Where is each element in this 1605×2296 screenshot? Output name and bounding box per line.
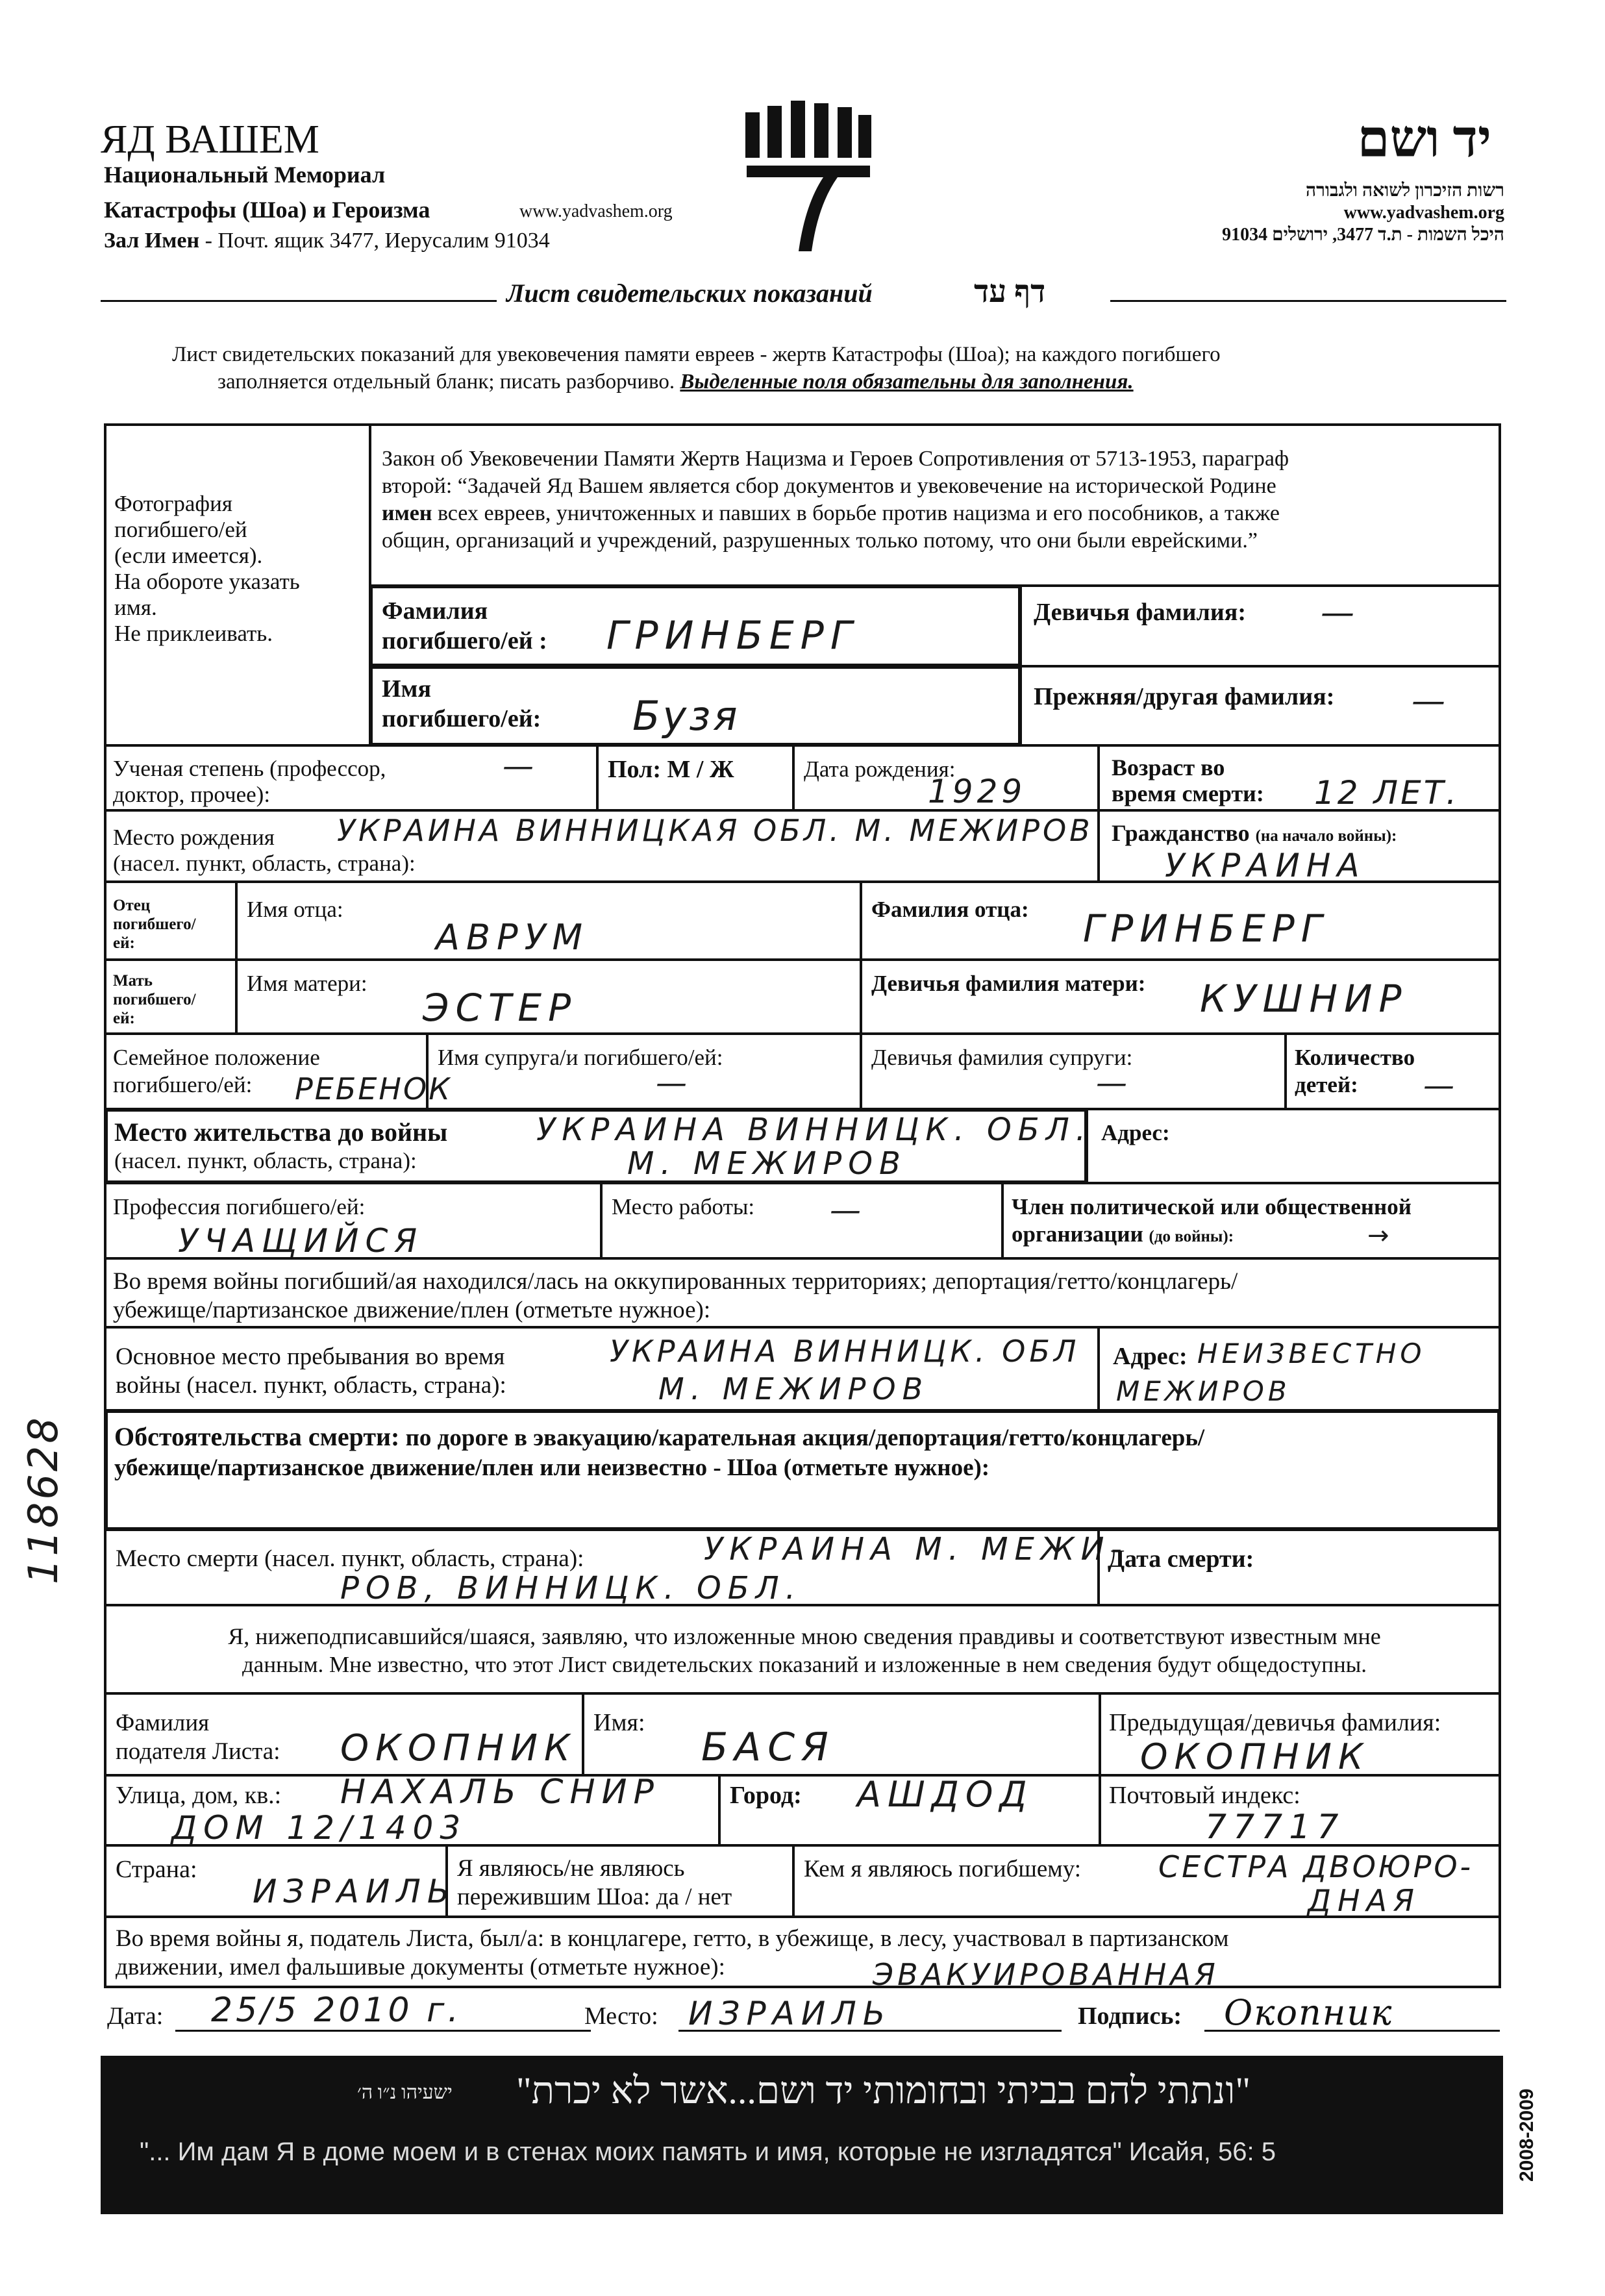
father-name-value: АВРУМ [436, 917, 590, 958]
side-edition-year: 2008-2009 [1516, 2088, 1537, 2182]
header-ru-line2: Катастрофы (Шоа) и Героизма [104, 197, 430, 223]
submitter-wartime-line-1: Во время войны я, податель Листа, был/а: в концлагере, гетто, в убежище, в лесу, участвовал в партизанском [116, 1925, 1229, 1952]
mother-side-label-1: Мать [113, 972, 153, 990]
submitter-city-label: Город: [730, 1782, 802, 1809]
submitter-zip-value: 77717 [1205, 1808, 1345, 1847]
mother-name-value: ЭСТЕР [423, 986, 578, 1030]
main-place-value-2: М. МЕЖИРОВ [658, 1371, 930, 1406]
photo-label-6: Не приклеивать. [114, 621, 273, 646]
mother-side-label-3: ей: [113, 1010, 135, 1027]
children-count-label-1: Количество [1295, 1045, 1415, 1070]
submitter-prev-surname-value: ОКОПНИК [1140, 1736, 1370, 1777]
mother-side-label [104, 958, 238, 1035]
law-line-3-text: всех евреев, уничтоженных и павших в борьбе против нацизма и его пособников, а также [432, 501, 1280, 525]
main-place-address-value-2: МЕЖИРОВ [1116, 1375, 1291, 1407]
marital-status-label-1: Семейное положение [113, 1045, 320, 1070]
marital-status-value: РЕБЕНОК [295, 1071, 452, 1106]
photo-label-5: имя. [114, 595, 157, 620]
father-surname-field[interactable] [860, 880, 1501, 961]
intro-line2-emph: Выделенные поля обязательны для заполнения. [680, 370, 1134, 393]
victim-birthplace-label-2: (насел. пункт, область, страна): [113, 851, 416, 876]
submitter-surname-label-2: подателя Листа: [116, 1738, 280, 1765]
submitter-relation-value-2: ДНАЯ [1308, 1883, 1421, 1918]
victim-citizenship-label-small: (на начало войны): [1255, 827, 1397, 845]
submitter-prev-surname-label: Предыдущая/девичья фамилия: [1109, 1709, 1441, 1736]
submitter-survivor-label-2: пережившим Шоа: да / нет [457, 1884, 732, 1910]
victim-name-value: Бузя [632, 692, 740, 740]
submitter-country-value: ИЗРАИЛЬ [253, 1873, 456, 1910]
death-place-field[interactable] [104, 1529, 1128, 1606]
victim-prev-surname-field[interactable] [1019, 665, 1501, 747]
declaration-box [104, 1604, 1501, 1695]
spouse-name-label: Имя супруга/и погибшего/ей: [438, 1045, 723, 1070]
victim-age-label-2: время смерти: [1112, 780, 1264, 806]
mother-maiden-value: КУШНИР [1200, 977, 1408, 1021]
workplace-field[interactable] [600, 1182, 1004, 1260]
main-place-label-1: Основное место пребывания во время [116, 1343, 505, 1370]
submitter-survivor-label-1: Я являюсь/не являюсь [457, 1855, 685, 1882]
photo-box [104, 423, 371, 747]
victim-age-label-1: Возраст во [1112, 755, 1225, 780]
death-circumstances-label: Обстоятельства смерти: [114, 1422, 400, 1451]
death-circumstances-line-2: убежище/партизанское движение/плен или неизвестно - Шоа (отметьте нужное): [114, 1454, 990, 1481]
sign-signature-value: Окопник [1224, 1992, 1393, 2033]
death-date-field[interactable] [1097, 1529, 1501, 1606]
signature-row [107, 1993, 1503, 2039]
workplace-label: Место работы: [612, 1194, 755, 1219]
footer-ru-quote: "... Им дам Я в доме моем и в стенах моих память и имя, которые не изгладятся" Исайя, 56: 5 [140, 2138, 1276, 2166]
victim-citizenship-field[interactable] [1097, 809, 1501, 883]
victim-age-value: 12 ЛЕТ. [1314, 774, 1460, 812]
sign-date-line [175, 2030, 591, 2032]
membership-field[interactable] [1001, 1182, 1501, 1260]
wartime-location-line-1: Во время войны погибший/ая находился/лась на оккупированных территориях; депортация/гетто/концлагерь/ [113, 1268, 1238, 1295]
residence-label-2: (насел. пункт, область, страна): [114, 1148, 417, 1173]
death-place-value-2: РОВ, ВИННИЦК. ОБЛ. [340, 1570, 802, 1606]
title-rule-left [101, 300, 497, 302]
marital-status-label-2: погибшего/ей: [113, 1072, 253, 1097]
victim-sex-label: Пол: М / Ж [608, 756, 734, 783]
spouse-name-field[interactable] [426, 1032, 862, 1110]
submitter-street-value-1: НАХАЛЬ СНИР [340, 1773, 660, 1812]
victim-prev-surname-label: Прежняя/другая фамилия: [1034, 683, 1335, 710]
victim-citizenship-label-main: Гражданство [1112, 820, 1250, 846]
children-count-field[interactable] [1284, 1032, 1501, 1110]
victim-maiden-label: Девичья фамилия: [1034, 599, 1246, 626]
death-date-label: Дата смерти: [1108, 1545, 1254, 1573]
mother-side-label-2: погибшего/ [113, 991, 196, 1008]
membership-value: → [1367, 1221, 1396, 1251]
header-ru-line3-bold: Зал Имен [104, 229, 200, 253]
header-ru-line1: Национальный Мемориал [104, 162, 386, 188]
membership-label-2 [1012, 1221, 1412, 1248]
father-side-label-1: Отец [113, 897, 151, 914]
victim-dob-label: Дата рождения: [804, 756, 956, 782]
law-line-3-bold: имен [382, 501, 432, 525]
death-circumstances-line-1 [114, 1422, 1204, 1453]
photo-label-3: (если имеется). [114, 543, 263, 568]
victim-degree-field[interactable] [104, 744, 599, 812]
death-circumstances-field[interactable] [104, 1409, 1501, 1531]
submitter-survivor-field[interactable] [445, 1844, 795, 1918]
victim-sex-field[interactable] [596, 744, 795, 812]
submitter-relation-label: Кем я являюсь погибшему: [804, 1856, 1082, 1882]
law-line-4: общин, организаций и учреждений, разрушенных только потому, что они были еврейскими.” [382, 529, 1258, 553]
form-title-he: דף עד [974, 275, 1046, 309]
header-he-line1: רשות הזיכרון לשואה ולגבורה [1305, 181, 1504, 201]
wartime-location-line-2: убежище/партизанское движение/плен (отметьте нужное): [113, 1297, 711, 1323]
spouse-name-value: — [656, 1065, 693, 1101]
membership-label-2-small: (до войны): [1149, 1228, 1234, 1245]
main-place-field[interactable] [104, 1326, 1100, 1412]
submitter-city-field[interactable] [718, 1774, 1101, 1847]
father-surname-label: Фамилия отца: [871, 897, 1029, 922]
residence-address-field[interactable] [1086, 1108, 1501, 1184]
mother-name-label: Имя матери: [247, 971, 367, 996]
children-count-value: — [1423, 1067, 1461, 1104]
intro-line2-text: заполняется отдельный бланк; писать разборчиво. [218, 370, 675, 393]
submitter-street-label: Улица, дом, кв.: [116, 1782, 282, 1809]
main-place-address-value-1: НЕИЗВЕСТНО [1197, 1338, 1426, 1369]
victim-surname-label-1: Фамилия [382, 597, 488, 625]
footer-he-quote: "ונתתי להם בביתי ובחומותי יד ושם...אשר לא יכרת" [516, 2069, 1251, 2112]
victim-dob-value: 1929 [928, 773, 1026, 810]
submitter-name-label: Имя: [593, 1709, 645, 1736]
submitter-relation-value-1: СЕСТРА ДВОЮРО- [1158, 1849, 1474, 1884]
law-text-box [369, 423, 1501, 587]
residence-value-1: УКРАИНА ВИННИЦК. ОБЛ. [536, 1112, 1093, 1148]
sign-place-label: Место: [584, 2003, 658, 2030]
sign-signature-label: Подпись: [1078, 2003, 1182, 2030]
victim-citizenship-value: УКРАИНА [1165, 847, 1366, 884]
submitter-name-value: БАСЯ [701, 1725, 835, 1770]
header-he-line2: www.yadvashem.org [1343, 203, 1504, 223]
father-side-label-3: ей: [113, 934, 135, 952]
submitter-country-label: Страна: [116, 1856, 197, 1883]
profession-field[interactable] [104, 1182, 603, 1260]
victim-name-label-2: погибшего/ей: [382, 705, 541, 732]
sign-date-value: 25/5 2010 г. [211, 1991, 462, 2030]
submitter-relation-field[interactable] [792, 1844, 1501, 1918]
photo-label-1: Фотография [114, 491, 232, 516]
marital-status-field[interactable] [104, 1032, 452, 1110]
sign-place-value: ИЗРАИЛЬ [688, 1995, 892, 2032]
residence-value-2: М. МЕЖИРОВ [627, 1145, 907, 1182]
children-count-label-2: детей: [1295, 1072, 1358, 1097]
intro-line2 [218, 370, 1134, 394]
spouse-maiden-label: Девичья фамилия супруги: [871, 1045, 1133, 1070]
header-ru-title: ЯД ВАШЕМ [101, 118, 319, 162]
mother-name-field[interactable] [235, 958, 862, 1035]
law-line-2: второй: “Задачей Яд Вашем является сбор документов и увековечение на исторической Родине [382, 474, 1276, 498]
victim-birthplace-field[interactable] [104, 809, 1100, 883]
submitter-zip-label: Почтовый индекс: [1109, 1782, 1300, 1809]
victim-citizenship-label [1112, 819, 1397, 847]
residence-field[interactable] [104, 1108, 1093, 1184]
submitter-city-value: АШДОД [857, 1774, 1034, 1815]
workplace-value: — [830, 1192, 867, 1229]
victim-birthplace-label-1: Место рождения [113, 825, 275, 850]
submitter-street-value-2: ДОМ 12/1403 [171, 1809, 467, 1847]
victim-surname-value: ГРИНБЕРГ [606, 613, 859, 658]
victim-degree-label-1: Ученая степень (профессор, [113, 756, 386, 781]
wartime-location-field[interactable] [104, 1257, 1501, 1329]
header-he-line3: היכל השמות - ת.ד 3477, ירושלים 91034 [1222, 225, 1504, 245]
footer-he-ref: ישעיהו נ״ו ה׳ [357, 2082, 453, 2103]
death-place-value-1: УКРАИНА М. МЕЖИ- [704, 1531, 1128, 1567]
photo-label-4: На обороте указать [114, 569, 300, 594]
submitter-street-field[interactable] [104, 1774, 721, 1847]
title-rule-right [1110, 300, 1506, 302]
father-side-label [104, 880, 238, 961]
sign-date-label: Дата: [107, 2003, 164, 2030]
declaration-line-1: Я, нижеподписавшийся/шаяся, заявляю, что изложенные мною сведения правдивы и соответствуют известным мне [228, 1623, 1381, 1649]
submitter-zip-field[interactable] [1099, 1774, 1501, 1847]
submitter-wartime-value: ЭВАКУИРОВАННАЯ [873, 1957, 1219, 1992]
victim-age-field[interactable] [1097, 744, 1501, 812]
residence-label-1: Место жительства до войны [114, 1117, 448, 1147]
victim-surname-label-2: погибшего/ей : [382, 627, 547, 655]
victim-maiden-field[interactable] [1019, 584, 1501, 668]
victim-name-label-1: Имя [382, 675, 431, 703]
header-website-left: www.yadvashem.org [519, 201, 673, 221]
victim-maiden-value: — [1321, 593, 1361, 632]
main-place-value-1: УКРАИНА ВИННИЦК. ОБЛ [610, 1334, 1080, 1369]
submitter-country-field[interactable] [104, 1844, 456, 1918]
father-name-field[interactable] [235, 880, 862, 961]
profession-value: УЧАЩИЙСЯ [178, 1222, 424, 1260]
victim-birthplace-value: УКРАИНА ВИННИЦКАЯ ОБЛ. М. МЕЖИРОВ [337, 813, 1093, 848]
membership-label-2-main: организации [1012, 1221, 1143, 1247]
submitter-surname-value: ОКОПНИК [340, 1727, 577, 1769]
residence-address-label: Адрес: [1101, 1120, 1170, 1145]
death-place-label: Место смерти (насел. пункт, область, страна): [116, 1545, 584, 1572]
form-title-ru: Лист свидетельских показаний [506, 279, 873, 308]
mother-maiden-field[interactable] [860, 958, 1501, 1035]
main-place-label-2: войны (насел. пункт, область, страна): [116, 1372, 506, 1399]
yad-vashem-logo-icon [740, 101, 877, 253]
margin-record-number: 118628 [19, 1415, 67, 1584]
victim-prev-surname-value: — [1412, 682, 1452, 721]
law-line-3 [382, 500, 1289, 527]
submitter-surname-field[interactable] [104, 1692, 584, 1777]
photo-label-2: погибшего/ей [114, 517, 247, 542]
membership-label-1: Член политической или общественной [1012, 1194, 1412, 1219]
submitter-surname-label-1: Фамилия [116, 1710, 210, 1736]
submitter-wartime-field[interactable] [104, 1915, 1501, 1992]
law-line-1: Закон об Увековечении Памяти Жертв Нацизма и Героев Сопротивления от 5713-1953, параграф [382, 447, 1289, 471]
intro-line1: Лист свидетельских показаний для увековечения памяти евреев - жертв Катастрофы (Шоа); на каждого погибшего [172, 343, 1221, 366]
main-place-address-field[interactable] [1097, 1326, 1501, 1412]
header-he-title: יד ושם [1357, 111, 1491, 168]
father-surname-value: ГРИНБЕРГ [1083, 906, 1329, 951]
death-circumstances-text-1: по дороге в эвакуацию/карательная акция/депортация/гетто/концлагерь/ [399, 1425, 1205, 1451]
profession-label: Профессия погибшего/ей: [113, 1194, 366, 1219]
victim-name-field[interactable] [369, 665, 1022, 747]
victim-degree-label-2: доктор, прочее): [113, 782, 271, 807]
father-name-label: Имя отца: [247, 897, 343, 922]
spouse-maiden-field[interactable] [860, 1032, 1287, 1110]
victim-dob-field[interactable] [792, 744, 1100, 812]
submitter-prev-surname-field[interactable] [1099, 1692, 1501, 1777]
spouse-maiden-value: — [1096, 1065, 1134, 1101]
header-ru-line3-rest: - Почт. ящик 3477, Иерусалим 91034 [199, 229, 550, 253]
submitter-wartime-line-2: движении, имел фальшивые документы (отметьте нужное): [116, 1954, 725, 1980]
submitter-name-field[interactable] [582, 1692, 1101, 1777]
mother-maiden-label: Девичья фамилия матери: [871, 971, 1146, 996]
victim-degree-value: — [503, 748, 540, 784]
main-place-address-label: Адрес: [1113, 1343, 1188, 1370]
victim-surname-field[interactable] [369, 584, 1022, 668]
declaration-line-2: данным. Мне известно, что этот Лист свидетельских показаний и изложенные в нем сведения будут общедоступны. [242, 1652, 1367, 1677]
father-side-label-2: погибшего/ [113, 916, 196, 933]
footer-quote-band [101, 2056, 1503, 2214]
header-ru-line3 [104, 229, 550, 253]
